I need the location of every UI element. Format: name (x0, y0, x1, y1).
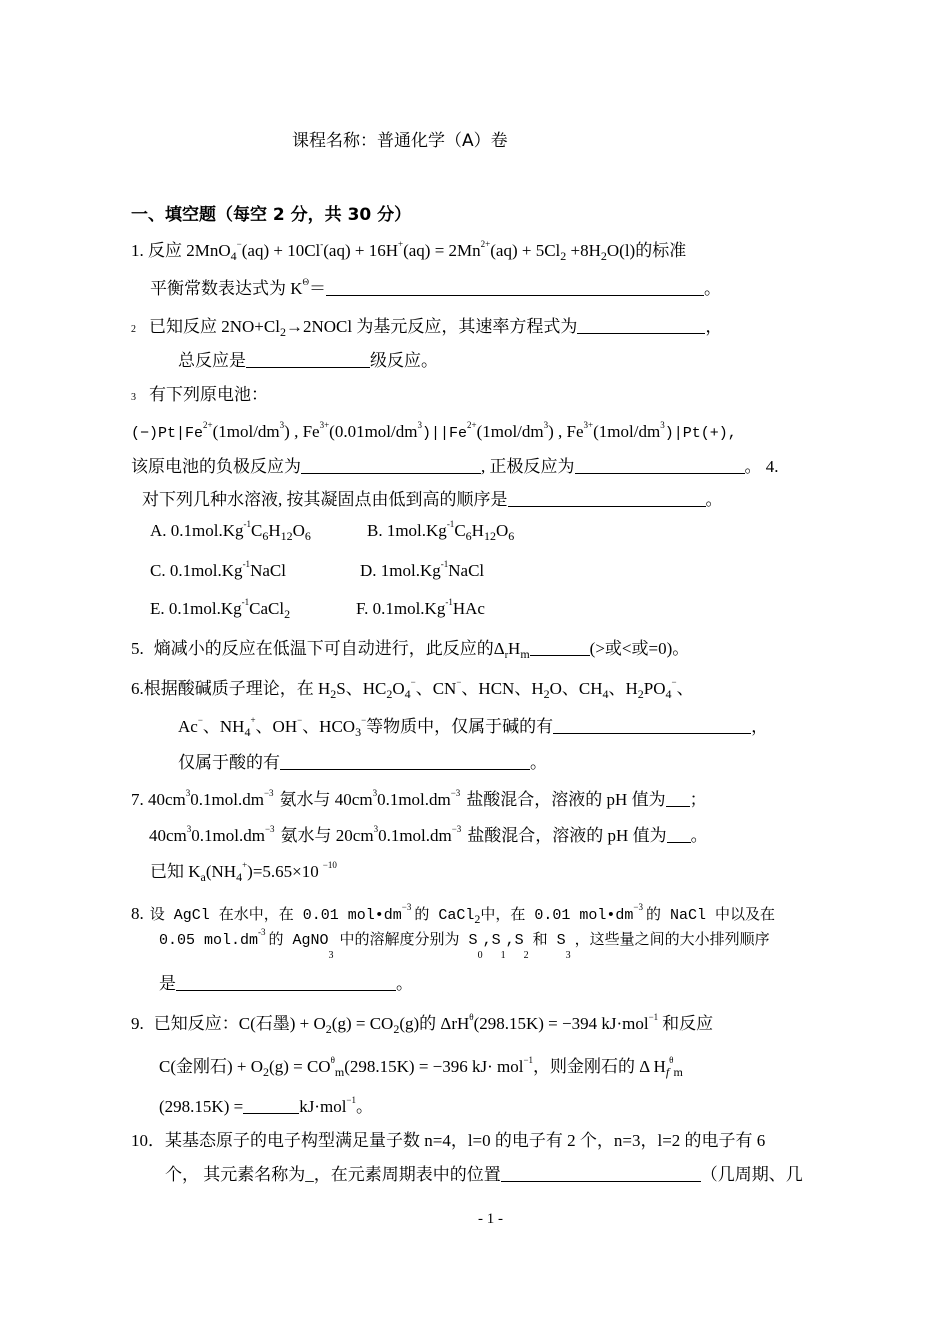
q6-sup: − (410, 677, 416, 687)
option-sup: -1 (446, 519, 455, 529)
option-d (360, 560, 484, 582)
question-8-line-3 (159, 973, 413, 995)
q7-text: 盐酸混合，溶液的 pH 值为 (466, 790, 666, 809)
q8-sup: −3 (401, 902, 412, 912)
page-number: - 1 - (478, 1211, 503, 1227)
q7-sup: 3 (372, 788, 378, 798)
q1-sup: - (320, 239, 324, 249)
cell-text: (1mol/dm (593, 422, 661, 441)
option-sub: 6 (465, 529, 472, 543)
cell-sup: 3 (417, 420, 422, 430)
option-sub: 12 (483, 529, 496, 543)
q1-text: 平衡常数表达式为 K (150, 279, 303, 298)
q6-sup: − (456, 677, 462, 687)
q9-text: (298.15K) = −394 kJ·mol (473, 1014, 649, 1033)
option-text: C. 0.1mol.Kg (150, 561, 243, 580)
q5-text: (>或<或=0)。 (589, 639, 690, 658)
q9-sub: 2 (263, 1065, 270, 1079)
q7-sup: −10 (322, 860, 337, 870)
q6-text: O (392, 679, 405, 698)
q9-sub: m (334, 1065, 345, 1079)
question-number: 6. (131, 679, 144, 698)
q8-sub: 2 (523, 950, 529, 961)
q7-sup: + (242, 860, 248, 870)
q6-text: 仅属于酸的有 (178, 753, 280, 772)
q6-sup: + (250, 715, 256, 725)
question-9-line-1 (131, 1013, 713, 1035)
q8-sup: -3 (258, 927, 266, 937)
q1-sup: 2+ (480, 239, 491, 249)
theta-symbol: θ (330, 1055, 335, 1065)
option-sub: 6 (304, 529, 311, 543)
option-c (150, 560, 286, 582)
q8-text: 和 S (532, 932, 566, 949)
cell-text: (−)Pt|Fe (131, 425, 204, 442)
answer-blank[interactable] (246, 351, 370, 368)
q4-text: 对下列几种水溶液, 按其凝固点由低到高的顺序是 (142, 490, 508, 509)
question-2-line-1 (131, 316, 722, 341)
q8-sub: 3 (328, 950, 334, 961)
q3-text: 有下列原电池： (149, 385, 268, 404)
question-9-line-3 (159, 1096, 373, 1118)
q3-text: , 正极反应为 (481, 457, 575, 476)
q8-text: 的 CaCl (414, 907, 475, 924)
option-text: F. 0.1mol.Kg (356, 599, 446, 618)
q7-text: 0.1mol.dm (378, 826, 452, 845)
theta-symbol: θ (669, 1055, 674, 1065)
question-number: 10． (131, 1131, 165, 1150)
cell-sup: 3+ (319, 420, 330, 430)
q6-text: PO (643, 679, 666, 698)
q7-sup: 3 (185, 788, 191, 798)
question-10-line-1 (131, 1130, 765, 1152)
option-text: CaCl (249, 599, 285, 618)
cell-sup: 3 (279, 420, 285, 430)
q2-text: 2NOCl 为基元反应，其速率方程式为 (302, 317, 578, 336)
q1-text: (aq) + 10Cl (241, 241, 321, 260)
option-a (150, 520, 311, 542)
q5-sub: r (504, 650, 509, 661)
q9-sub: 2 (325, 1022, 332, 1036)
q8-text: ,S (505, 932, 524, 949)
option-text: HAc (452, 599, 485, 618)
q6-sub: 2 (543, 687, 550, 701)
q7-text: 氨水与 20cm (280, 826, 374, 845)
question-2-line-2 (178, 350, 438, 372)
q2-text: ， (705, 317, 723, 336)
q8-text: 的 NaCl 中以及在 (645, 907, 775, 924)
q7-text: 0.1mol.dm (190, 790, 264, 809)
option-text: C (454, 521, 466, 540)
q7-sup: −3 (451, 824, 462, 834)
cell-sup: 3 (660, 420, 665, 430)
option-text: H (471, 521, 484, 540)
question-number: 5. (131, 639, 144, 658)
cell-text: )|Pt(+), (664, 425, 737, 442)
q9-sub: 2 (393, 1022, 400, 1036)
option-text: E. 0.1mol.Kg (150, 599, 242, 618)
q6-sup: − (297, 715, 303, 725)
option-text: H (268, 521, 281, 540)
q6-sub: 2 (386, 687, 393, 701)
answer-blank[interactable] (501, 1165, 701, 1182)
question-6-line-3 (178, 752, 547, 774)
answer-blank[interactable] (508, 490, 706, 507)
q6-text: 、H (608, 679, 638, 698)
question-7-line-2 (149, 825, 708, 847)
section-heading: 一、填空题（每空 2 分，共 30 分） (131, 205, 412, 225)
q7-text: 0.1mol.dm (191, 826, 265, 845)
q6-text: Ac (178, 717, 198, 736)
option-sub: 2 (284, 607, 291, 621)
q1-text: ＝ (309, 279, 327, 298)
q7-text: )=5.65×10 (247, 862, 319, 881)
q6-text: ， (751, 717, 769, 736)
q9-text: (g) = CO (269, 1057, 331, 1076)
answer-blank[interactable] (301, 457, 481, 474)
question-number: 8. (131, 904, 144, 923)
q2-text: 级反应。 (370, 351, 438, 370)
question-number: 9. (131, 1014, 144, 1033)
q7-sup: −3 (264, 824, 275, 834)
question-9-line-2 (159, 1056, 683, 1078)
q1-text: (aq) + 5Cl (490, 241, 561, 260)
q10-text: （几周期、几 (700, 1165, 803, 1184)
question-1-line-2 (150, 278, 721, 300)
q8-text: 0.05 mol.dm (159, 932, 259, 949)
cell-text: (0.01mol/dm (329, 422, 418, 441)
answer-blank[interactable] (243, 1097, 299, 1114)
question-3-line-1 (131, 384, 268, 409)
q6-text: 、 (676, 679, 694, 698)
question-6-line-2 (178, 716, 768, 738)
answer-blank[interactable] (280, 753, 530, 770)
option-e (150, 598, 290, 620)
question-8-line-1 (131, 903, 775, 927)
option-text: B. 1mol.Kg (367, 521, 447, 540)
cell-text: (1mol/dm (476, 422, 544, 441)
question-3-line-3 (131, 456, 779, 478)
q8-sub: 1 (500, 950, 506, 961)
option-sup: -1 (440, 559, 449, 569)
q6-sup: − (197, 715, 203, 725)
q8-sup: −3 (633, 902, 643, 912)
answer-blank[interactable] (667, 826, 691, 843)
q7-sup: −3 (450, 788, 461, 798)
q8-text: ,S (482, 932, 501, 949)
question-10-line-2 (165, 1164, 803, 1186)
q8-text: 设 AgCl 在水中，在 0.01 mol•dm (149, 907, 402, 924)
q8-text: 是 (159, 974, 176, 993)
q6-sub: 3 (355, 725, 362, 739)
q8-sub: 2 (474, 912, 481, 926)
q1-sup: + (398, 239, 404, 249)
q7-sup: 3 (186, 824, 192, 834)
option-b (367, 520, 514, 542)
option-text: C (251, 521, 263, 540)
answer-blank[interactable] (326, 279, 704, 296)
question-6-line-1 (131, 678, 694, 700)
q7-text: 7. 40cm (131, 790, 186, 809)
q9-text: C(金刚石) + O (159, 1057, 264, 1076)
q9-text: ，则金刚石的 Δ H (533, 1057, 666, 1076)
q7-text: 盐酸混合，溶液的 pH 值为 (467, 826, 667, 845)
course-title: 课程名称：普通化学（A）卷 (292, 131, 508, 151)
q1-text: +8H (566, 241, 601, 260)
cell-sup: 3 (543, 420, 549, 430)
q4-text: 。 (705, 490, 723, 509)
option-sup: -1 (445, 597, 453, 607)
q1-sup: − (236, 239, 242, 249)
q10-text: 个， 其元素名称为_，在元素周期表中的位置 (165, 1165, 501, 1184)
q9-text: kJ·mol (299, 1097, 347, 1116)
q6-text: 、HCO (302, 717, 356, 736)
q7-sub: 4 (236, 870, 243, 884)
q6-text: S、HC (336, 679, 387, 698)
q9-text: 和反应 (662, 1014, 714, 1033)
option-sup: -1 (242, 559, 251, 569)
option-text: O (292, 521, 305, 540)
q5-text: 熵减小的反应在低温下可自动进行，此反应的Δ (153, 639, 505, 658)
q6-sub: 4 (404, 687, 411, 701)
q1-text: 1. 反应 2MnO (131, 241, 231, 260)
answer-blank[interactable] (577, 317, 705, 334)
option-sub: 6 (262, 529, 269, 543)
q2-text: 已知反应 2NO+Cl (149, 317, 280, 336)
cell-text: )||Fe (421, 425, 467, 442)
answer-blank[interactable] (530, 639, 590, 656)
q7-text: 氨水与 40cm (279, 790, 373, 809)
answer-blank[interactable] (176, 974, 396, 991)
q7-sub: a (200, 870, 206, 884)
q9-text: (298.15K) = −396 kJ· mol (344, 1057, 524, 1076)
q8-text: 的 AgNO (268, 932, 329, 949)
q8-text: ，这些量之间的大小排列顺序 (574, 932, 770, 949)
q9-text: (g)的 ΔrH (399, 1014, 470, 1033)
q6-text: 根据酸碱质子理论，在 H (143, 679, 331, 698)
q9-text: 。 (356, 1097, 373, 1116)
question-1-line-1 (131, 240, 686, 262)
answer-blank[interactable] (575, 457, 745, 474)
option-f (356, 598, 485, 620)
theta-symbol: Θ (302, 277, 310, 287)
q6-text: 、CN (415, 679, 457, 698)
cell-sup: 2+ (466, 420, 477, 430)
q1-text: O(l)的标准 (606, 241, 687, 260)
option-sub: 12 (280, 529, 293, 543)
q1-text: (aq) = 2Mn (403, 241, 481, 260)
q7-text: 40cm (149, 826, 187, 845)
q6-text: 、NH (202, 717, 245, 736)
question-7-line-3 (150, 861, 337, 883)
q9-sup: −1 (648, 1012, 659, 1022)
cell-sup: 3+ (583, 420, 594, 430)
question-8-line-2 (159, 927, 770, 961)
option-sub: 6 (508, 529, 515, 543)
option-sup: -1 (241, 597, 250, 607)
answer-blank[interactable] (666, 790, 690, 807)
q1-sub: 2 (600, 249, 607, 263)
cell-text: (1mol/dm (212, 422, 280, 441)
q1-sub: 4 (230, 249, 237, 263)
q6-text: 、HCN、H (461, 679, 544, 698)
question-5 (131, 638, 689, 660)
q6-sub: 4 (602, 687, 609, 701)
q7-text: 0.1mol.dm (377, 790, 451, 809)
q7-text: (NH (205, 862, 237, 881)
q6-sub: 4 (244, 725, 251, 739)
answer-blank[interactable] (553, 717, 751, 734)
q9-text: 已知反应：C(石墨) + O (153, 1014, 326, 1033)
q7-sup: 3 (373, 824, 379, 834)
q7-sup: −3 (263, 788, 274, 798)
q6-text: 等物质中，仅属于碱的有 (366, 717, 554, 736)
q6-text: O、CH (549, 679, 603, 698)
q6-sup: − (361, 715, 367, 725)
q6-sup: − (671, 677, 677, 687)
question-number: 2 (131, 324, 136, 335)
theta-symbol: θ (469, 1012, 474, 1022)
q9-text: (298.15K) = (159, 1097, 244, 1116)
q9-sub: m (673, 1065, 683, 1079)
question-3-cell-notation (131, 421, 737, 445)
q1-text: 。 (704, 279, 722, 298)
q1-sub: 2 (560, 249, 567, 263)
q8-text: 中的溶解度分别为 S (339, 932, 478, 949)
q8-sub: 3 (565, 950, 571, 961)
option-text: NaCl (448, 561, 485, 580)
q6-sub: 2 (330, 687, 337, 701)
cell-sup: 2+ (203, 420, 213, 430)
q6-sub: 2 (637, 687, 644, 701)
arrow-symbol: → (285, 317, 303, 336)
q7-text: ； (689, 790, 707, 809)
q1-text: (aq) + 16H (323, 241, 398, 260)
q8-text: 。 (396, 974, 413, 993)
option-text: NaCl (250, 561, 286, 580)
q5-sub: m (520, 647, 530, 661)
option-text: D. 1mol.Kg (360, 561, 441, 580)
cell-text: ) , Fe (284, 422, 320, 441)
option-sup: -1 (243, 519, 251, 529)
q6-text: 。 (530, 753, 547, 772)
q8-sub: 0 (477, 950, 483, 961)
q8-text: 中，在 0.01 mol•dm (480, 907, 634, 924)
q9-text: (g) = CO (331, 1014, 394, 1033)
question-number: 3 (131, 392, 136, 403)
cell-text: ) , Fe (548, 422, 584, 441)
q9-sup: −1 (346, 1095, 356, 1105)
q3-text: 。 4. (744, 457, 779, 476)
q9-sup: −1 (523, 1055, 534, 1065)
q6-text: 、OH (255, 717, 298, 736)
q2-text: 总反应是 (178, 351, 246, 370)
q6-sub: 4 (665, 687, 672, 701)
option-text: O (495, 521, 509, 540)
q3-text: 该原电池的负极反应为 (131, 457, 301, 476)
question-7-line-1 (131, 789, 707, 811)
q10-text: 某基态原子的电子构型满足量子数 n=4，l=0 的电子有 2 个，n=3，l=2 的电子有 6 (165, 1131, 766, 1150)
q9-sub: f (665, 1065, 670, 1079)
option-text: A. 0.1mol.Kg (150, 521, 244, 540)
q7-text: 。 (690, 826, 708, 845)
q2-sub: 2 (279, 325, 286, 339)
q7-text: 已知 K (150, 862, 201, 881)
q5-text: H (508, 639, 521, 658)
question-4-line-1 (142, 489, 723, 511)
